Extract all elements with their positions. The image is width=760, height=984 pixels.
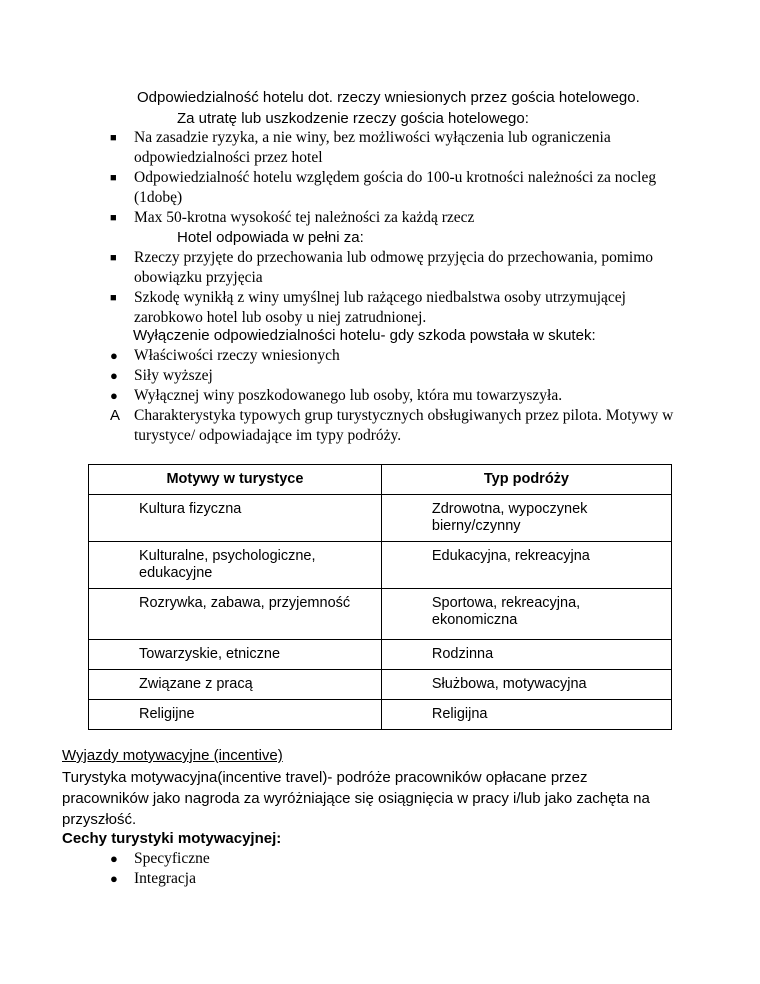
table-cell: Zdrowotna, wypoczynek bierny/czynny — [381, 495, 671, 542]
section-title-incentive: Wyjazdy motywacyjne (incentive) — [62, 747, 283, 764]
motives-table — [88, 464, 672, 730]
table-cell: Rozrywka, zabawa, przyjemność — [89, 589, 382, 640]
list-item: ● Siły wyższej — [110, 367, 213, 384]
table-row — [89, 700, 672, 730]
column-header: Motywy w turystyce — [89, 465, 382, 495]
list-item: ● Właściwości rzeczy wniesionych — [110, 347, 340, 364]
table-header-row — [89, 465, 672, 495]
table-row — [89, 495, 672, 542]
list-item: ● Specyficzne — [110, 850, 210, 867]
list-item: ■ Max 50-krotna wysokość tej należności za każdą rzecz — [110, 209, 475, 226]
list-item: ■ Szkodę wynikłą z winy umyślnej lub rażącego niedbalstwa osoby utrzymującej zarobkowo hotel lub osoby u niej zatrudnionej. — [110, 289, 626, 326]
list-item: ■ Odpowiedzialność hotelu względem gościa do 100-u krotności należności za nocleg (1dobę) — [110, 169, 657, 206]
list-item: ● Integracja — [110, 870, 196, 887]
table-row — [89, 640, 672, 670]
table-row — [89, 670, 672, 700]
list-item: ■ Na zasadzie ryzyka, a nie winy, bez możliwości wyłączenia lub ograniczenia odpowiedzialności przez hotel — [110, 129, 611, 166]
table-cell: Religijna — [381, 700, 671, 730]
table-cell: Związane z pracą — [89, 670, 382, 700]
table-cell: Kulturalne, psychologiczne, edukacyjne — [89, 542, 382, 589]
table-cell: Edukacyjna, rekreacyjna — [381, 542, 671, 589]
list-item: ■ Rzeczy przyjęte do przechowania lub odmowę przyjęcia do przechowania, pomimo obowiązku przyjęcia — [110, 249, 654, 286]
table-cell: Kultura fizyczna — [89, 495, 382, 542]
table-cell: Rodzinna — [381, 640, 671, 670]
column-header: Typ podróży — [381, 465, 671, 495]
list-item: ● Wyłącznej winy poszkodowanego lub osoby, która mu towarzyszyła. — [110, 387, 563, 404]
heading-full-liability: Hotel odpowiada w pełni za: — [177, 229, 364, 246]
heading-exclusion: Wyłączenie odpowiedzialności hotelu- gdy szkoda powstała w skutek: — [133, 327, 596, 344]
incentive-paragraph: Turystyka motywacyjna(incentive travel)- podróże pracowników opłacane przez pracowników jako nagroda za wyróżniające się osiągnięcia w pracy i/lub jako zachęta na przyszłość. — [62, 769, 650, 828]
heading-hotel-liability: Odpowiedzialność hotelu dot. rzeczy wniesionych przez gościa hotelowego. — [137, 89, 640, 106]
table-cell: Sportowa, rekreacyjna, ekonomiczna — [381, 589, 671, 640]
table-cell: Religijne — [89, 700, 382, 730]
list-item-a: A Charakterystyka typowych grup turystycznych obsługiwanych przez pilota. Motywy w turystyce/ odpowiadające im typy podróży. — [110, 407, 674, 444]
table-cell: Towarzyskie, etniczne — [89, 640, 382, 670]
table-row — [89, 542, 672, 589]
table-cell: Służbowa, motywacyjna — [381, 670, 671, 700]
features-title: Cechy turystyki motywacyjnej: — [62, 830, 282, 847]
heading-loss-damage: Za utratę lub uszkodzenie rzeczy gościa hotelowego: — [177, 110, 529, 127]
table-row — [89, 589, 672, 640]
